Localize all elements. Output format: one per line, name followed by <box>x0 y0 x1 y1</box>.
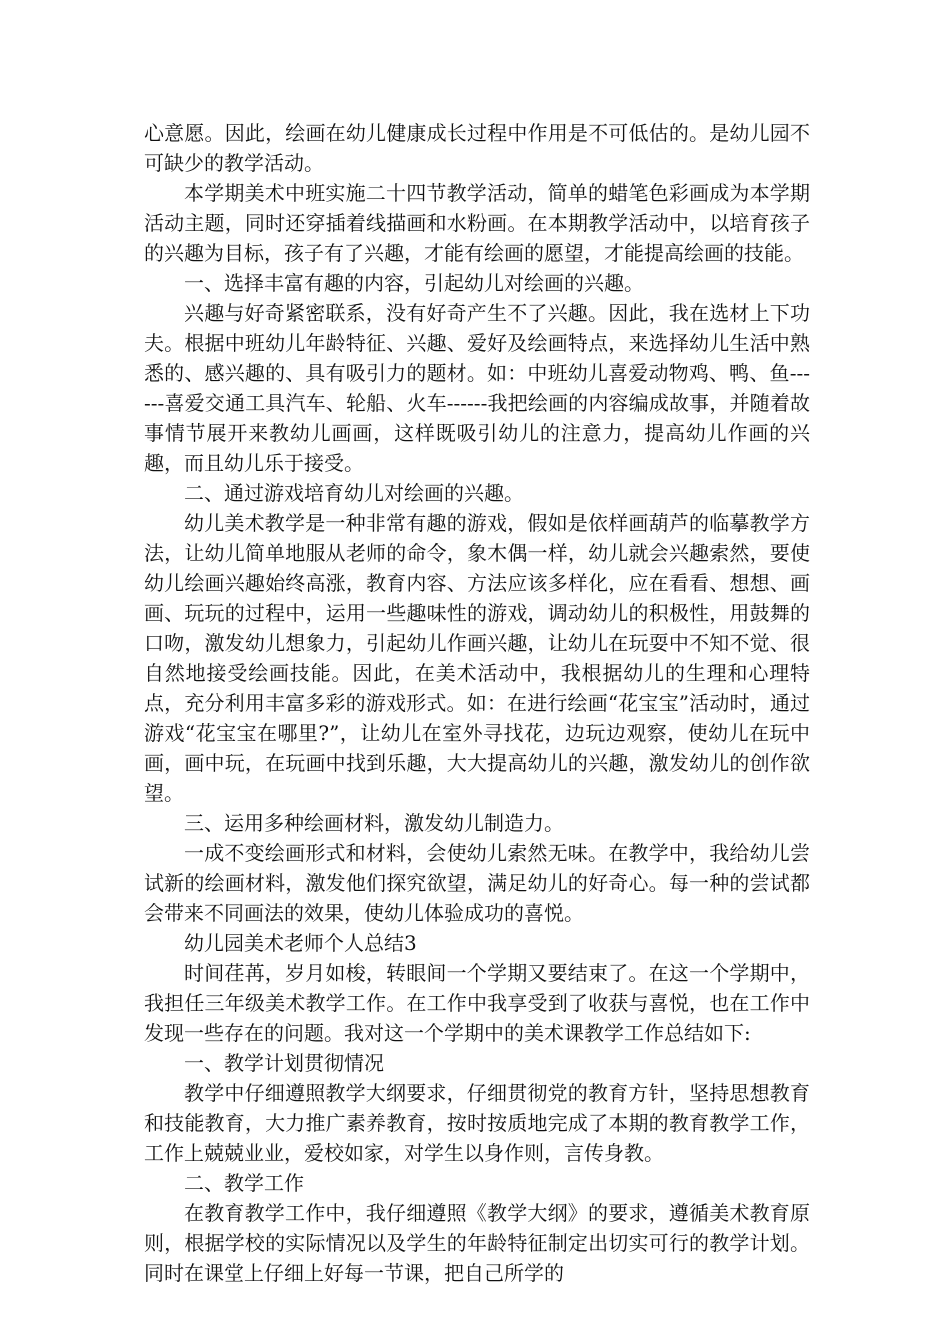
paragraph-8: 在教育教学工作中，我仔细遵照《教学大纲》的要求，遵循美术教育原则，根据学校的实际情况以及学生的年龄特征制定出切实可行的教学计划。同时在课堂上仔细上好每一节课，把自己所学的 <box>144 1201 810 1285</box>
paragraph-1: 心意愿。因此，绘画在幼儿健康成长过程中作用是不可低估的。是幼儿园不可缺少的教学活动。 <box>144 121 810 175</box>
paragraph-5: 一成不变绘画形式和材料，会使幼儿索然无味。在教学中，我给幼儿尝试新的绘画材料，激发他们探究欲望，满足幼儿的好奇心。每一种的尝试都会带来不同画法的效果，使幼儿体验成功的喜悦。 <box>144 841 810 925</box>
section-heading-5: 二、教学工作 <box>184 1171 304 1195</box>
section-heading-2: 二、通过游戏培育幼儿对绘画的兴趣。 <box>184 481 524 505</box>
document-page <box>144 118 810 1288</box>
section-heading-3: 三、运用多种绘画材料，激发幼儿制造力。 <box>184 811 564 835</box>
paragraph-3: 兴趣与好奇紧密联系，没有好奇产生不了兴趣。因此，我在选材上下功夫。根据中班幼儿年龄特征、兴趣、爱好及绘画特点，来选择幼儿生活中熟悉的、感兴趣的、具有吸引力的题材。如：中班幼儿喜爱动物鸡、鸭、鱼------喜爱交通工具汽车、轮船、火车------我把绘画的内容编成故事，并随着故事情节展开来教幼儿画画，这样既吸引幼儿的注意力，提高幼儿作画的兴趣，而且幼儿乐于接受。 <box>144 301 810 475</box>
paragraph-4: 幼儿美术教学是一种非常有趣的游戏，假如是依样画葫芦的临摹教学方法，让幼儿简单地服从老师的命令，象木偶一样，幼儿就会兴趣索然，要使幼儿绘画兴趣始终高涨，教育内容、方法应该多样化，应在看看、想想、画画、玩玩的过程中，运用一些趣味性的游戏，调动幼儿的积极性，用鼓舞的口吻，激发幼儿想象力，引起幼儿作画兴趣，让幼儿在玩耍中不知不觉、很自然地接受绘画技能。因此，在美术活动中，我根据幼儿的生理和心理特点，充分利用丰富多彩的游戏形式。如：在进行绘画“花宝宝”活动时，通过游戏“花宝宝在哪里?”，让幼儿在室外寻找花，边玩边观察，使幼儿在玩中画，画中玩，在玩画中找到乐趣，大大提高幼儿的兴趣，激发幼儿的创作欲望。 <box>144 511 810 805</box>
paragraph-7: 教学中仔细遵照教学大纲要求，仔细贯彻党的教育方针，坚持思想教育和技能教育，大力推广素养教育，按时按质地完成了本期的教育教学工作，工作上兢兢业业，爱校如家，对学生以身作则，言传身教。 <box>144 1081 810 1165</box>
paragraph-6: 时间荏苒，岁月如梭，转眼间一个学期又要结束了。在这一个学期中，我担任三年级美术教学工作。在工作中我享受到了收获与喜悦，也在工作中发现一些存在的问题。我对这一个学期中的美术课教学工作总结如下: <box>144 961 810 1045</box>
section-heading-4: 一、教学计划贯彻情况 <box>184 1051 384 1075</box>
article-title: 幼儿园美术老师个人总结3 <box>184 931 417 955</box>
section-heading-1: 一、选择丰富有趣的内容，引起幼儿对绘画的兴趣。 <box>184 271 644 295</box>
paragraph-2: 本学期美术中班实施二十四节教学活动，简单的蜡笔色彩画成为本学期活动主题，同时还穿插着线描画和水粉画。在本期教学活动中，以培育孩子的兴趣为目标，孩子有了兴趣，才能有绘画的愿望，才能提高绘画的技能。 <box>144 181 810 265</box>
